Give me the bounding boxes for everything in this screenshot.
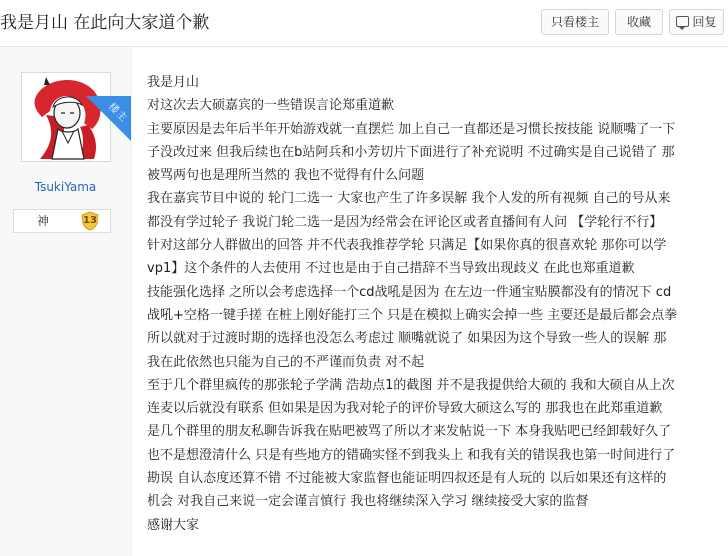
- post-line: 针对这部分人群做出的回答 并不代表我推荐学轮 只满足【如果你真的很喜欢轮 那你可以学: [147, 238, 667, 254]
- author-username[interactable]: TsukiYama: [34, 180, 97, 194]
- post-line: 我在此依然也只能为自己的不严谨而负责 对不起: [147, 354, 425, 370]
- reply-label: 回复: [692, 15, 717, 29]
- reply-button[interactable]: [669, 9, 724, 35]
- level-name: 神: [36, 214, 49, 228]
- post-line: 都没有学过轮子 我说门轮二选一是因为经常会在评论区或者直播间有人问 【学轮行不行】: [147, 214, 663, 230]
- post-line: 战吼+空格一键手搓 在桩上刚好能打三个 只是在模拟上确实会掉一些 主要还是最后都会点拳: [147, 307, 678, 323]
- post-line: 所以就对于过渡时期的选择也没怎么考虑过 顺嘴就说了 如果因为这个导致一些人的误解 那: [147, 331, 667, 347]
- post-line: 感谢大家: [147, 517, 200, 533]
- post-line: vp1】这个条件的人去使用 不过也是由于自己措辞不当导致出现歧义 在此也郑重道歉: [147, 261, 635, 277]
- level-badge[interactable]: [13, 209, 111, 233]
- post-line: 子没改过来 但我后续也在b站阿兵和小芳切片下面进行了补充说明 不过确实是自己说错了 那: [147, 144, 675, 160]
- reply-icon: [676, 16, 689, 27]
- post-line: 勘误 自认态度还算不错 不过能被大家监督也能证明四叔还是有人玩的 以后如果还有这样的: [147, 471, 667, 487]
- post-line: 机会 对我自己来说一定会谨言慎行 我也将继续深入学习 继续接受大家的监督: [147, 494, 589, 510]
- post-line: 被骂两句也是理所当然的 我也不觉得有什么问题: [147, 168, 425, 184]
- author-sidebar: [0, 47, 132, 556]
- post-line: 是几个群里的朋友私聊告诉我在贴吧被骂了所以才来发帖说一下 本身我贴吧已经卸载好久了: [147, 424, 672, 440]
- post-line: 也不是想澄清什么 只是有些地方的错确实怪不到我头上 和我有关的错误我也第一时间进行了: [147, 447, 676, 463]
- op-badge-label: 楼主: [105, 101, 130, 125]
- post-line: 至于几个群里疯传的那张轮子学满 浩劫点1的截图 并不是我提供给大硕的 我和大硕自从上次: [147, 377, 675, 393]
- post-line: 对这次去大硕嘉宾的一些错误言论郑重道歉: [147, 98, 395, 114]
- post-line: 我在嘉宾节目中说的 轮门二选一 大家也产生了许多误解 我个人发的所有视频 自己的号从来: [147, 191, 671, 207]
- op-badge: [86, 96, 131, 141]
- favorite-button[interactable]: 收藏: [615, 9, 663, 35]
- post-header: [0, 0, 728, 47]
- post-line: 主要原因是去年后半年开始游戏就一直摆烂 加上自己一直都还是习惯长按技能 说顺嘴了一下: [147, 121, 676, 137]
- post-line: 连麦以后就没有联系 但如果是因为我对轮子的评价导致大硕这么写的 那我也在此郑重道歉: [147, 401, 663, 417]
- only-op-button[interactable]: 只看楼主: [541, 9, 609, 35]
- post-line: 技能强化选择 之所以会考虑选择一个cd战吼是因为 在左边一件通宝贴膜都没有的情况下 cd: [147, 284, 672, 300]
- level-number: 13: [83, 215, 97, 226]
- post-line: 我是月山: [147, 75, 200, 90]
- level-shield-icon: [80, 211, 100, 231]
- post-body: [147, 71, 722, 537]
- page-title: 我是月山 在此向大家道个歉: [0, 13, 210, 33]
